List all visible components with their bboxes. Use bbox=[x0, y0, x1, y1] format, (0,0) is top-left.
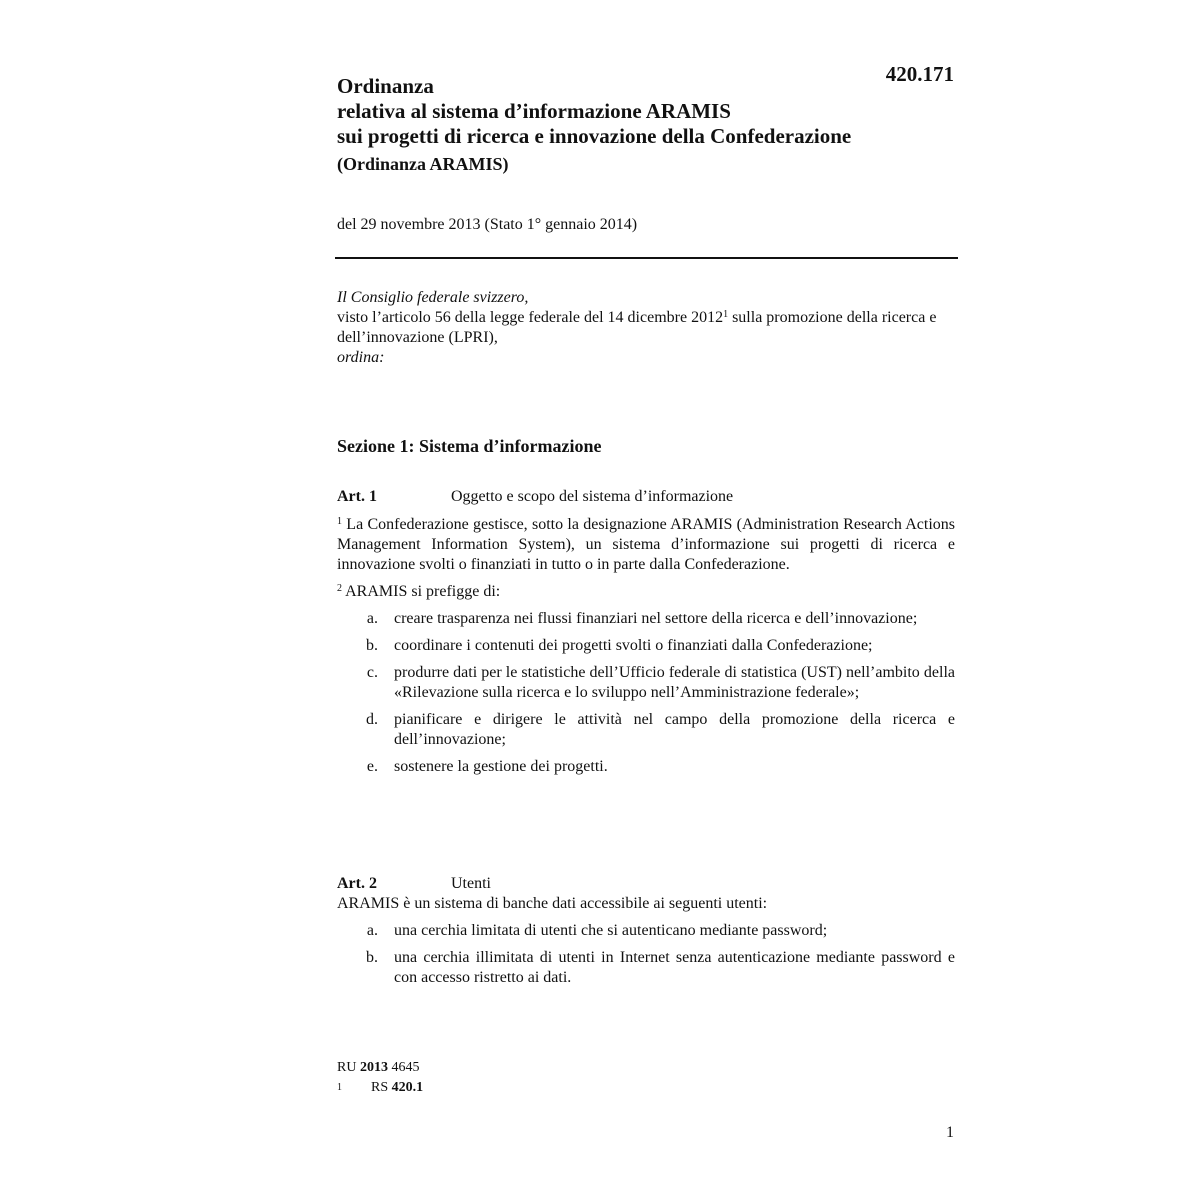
list-letter: c. bbox=[366, 664, 378, 681]
article-2-title: Utenti bbox=[451, 875, 491, 892]
footnote-prefix: RS bbox=[371, 1080, 389, 1095]
paragraph-text: ARAMIS si prefigge di: bbox=[342, 583, 501, 600]
article-1-paragraph-2 bbox=[337, 582, 955, 602]
preamble-basis-after: sulla promozione della ricerca e dell’innovazione (LPRI), bbox=[337, 309, 937, 346]
ru-year: 2013 bbox=[359, 1060, 388, 1075]
list-text: creare trasparenza nei flussi finanziari nel settore della ricerca e dell’innovazione; bbox=[394, 610, 918, 627]
title-line-1: Ordinanza bbox=[337, 74, 434, 98]
article-1-title: Oggetto e scopo del sistema d’informazione bbox=[451, 488, 734, 505]
list-item bbox=[337, 921, 955, 941]
paragraph-number: 2 bbox=[337, 583, 342, 594]
preamble-basis-before: visto l’articolo 56 della legge federale del 14 dicembre 2012 bbox=[337, 309, 724, 326]
article-1-goals-list bbox=[337, 609, 955, 777]
article-2-heading bbox=[337, 874, 955, 894]
ru-prefix: RU bbox=[337, 1060, 357, 1075]
footnote-ref-1[interactable]: 1 bbox=[723, 309, 729, 320]
short-title: (Ordinanza ARAMIS) bbox=[337, 154, 509, 174]
list-text: coordinare i contenuti dei progetti svolti o finanziati dalla Confederazione; bbox=[394, 637, 873, 654]
ru-page: 4645 bbox=[391, 1060, 420, 1075]
list-text: una cerchia limitata di utenti che si autenticano mediante password; bbox=[394, 922, 828, 939]
list-item bbox=[337, 636, 955, 656]
list-letter: a. bbox=[366, 922, 378, 939]
title-line-2: relativa al sistema d’informazione ARAMIS bbox=[337, 99, 731, 123]
title-divider bbox=[335, 257, 958, 259]
list-letter: d. bbox=[366, 711, 378, 728]
preamble-ordains: ordina: bbox=[337, 349, 385, 366]
list-item bbox=[337, 757, 955, 777]
footnotes bbox=[337, 1058, 423, 1098]
list-text: pianificare e dirigere le attività nel campo della promozione della ricerca e dell’innovazione; bbox=[394, 711, 955, 748]
article-2-number: Art. 2 bbox=[337, 875, 377, 892]
list-text: sostenere la gestione dei progetti. bbox=[394, 758, 608, 775]
list-letter: a. bbox=[366, 610, 378, 627]
preamble bbox=[337, 288, 955, 368]
title-line-3: sui progetti di ricerca e innovazione della Confederazione bbox=[337, 124, 852, 148]
article-1-heading bbox=[337, 487, 955, 507]
list-text: una cerchia illimitata di utenti in Internet senza autenticazione mediante password e con accesso ristretto ai dati. bbox=[394, 949, 955, 986]
date-line: del 29 novembre 2013 (Stato 1° gennaio 2014) bbox=[337, 216, 638, 233]
article-2-users-list bbox=[337, 921, 955, 988]
footnote-ref: 420.1 bbox=[391, 1080, 424, 1095]
list-letter: e. bbox=[366, 758, 378, 775]
ru-reference bbox=[337, 1058, 423, 1078]
section-1-title: Sezione 1: Sistema d’informazione bbox=[337, 436, 602, 456]
list-item bbox=[337, 609, 955, 629]
sr-number: 420.171 bbox=[885, 62, 954, 86]
page-number: 1 bbox=[946, 1124, 954, 1141]
article-2 bbox=[337, 874, 955, 995]
paragraph-text: La Confederazione gestisce, sotto la designazione ARAMIS (Administration Research Actions Management Information System), un sistema d’informazione sui progetti di ricerca e innovazione svolti o finanziati in tutto o in parte dalla Confederazione. bbox=[337, 516, 955, 573]
footnote-1 bbox=[337, 1078, 423, 1098]
preamble-basis bbox=[337, 308, 955, 348]
paragraph-number: 1 bbox=[337, 516, 342, 527]
article-2-intro: ARAMIS è un sistema di banche dati accessibile ai seguenti utenti: bbox=[337, 895, 768, 912]
title-block bbox=[337, 74, 955, 177]
list-item bbox=[337, 948, 955, 988]
list-letter: b. bbox=[366, 949, 378, 966]
footnote-mark: 1 bbox=[337, 1082, 342, 1093]
list-item bbox=[337, 710, 955, 750]
list-text: produrre dati per le statistiche dell’Ufficio federale di statistica (UST) nell’ambito della «Rilevazione sulla ricerca e lo sviluppo nell’Amministrazione federale»; bbox=[394, 664, 955, 701]
article-1-paragraph-1 bbox=[337, 515, 955, 575]
list-item bbox=[337, 663, 955, 703]
preamble-issuer: Il Consiglio federale svizzero, bbox=[337, 289, 529, 306]
article-1-number: Art. 1 bbox=[337, 488, 377, 505]
list-letter: b. bbox=[366, 637, 378, 654]
article-1 bbox=[337, 487, 955, 784]
